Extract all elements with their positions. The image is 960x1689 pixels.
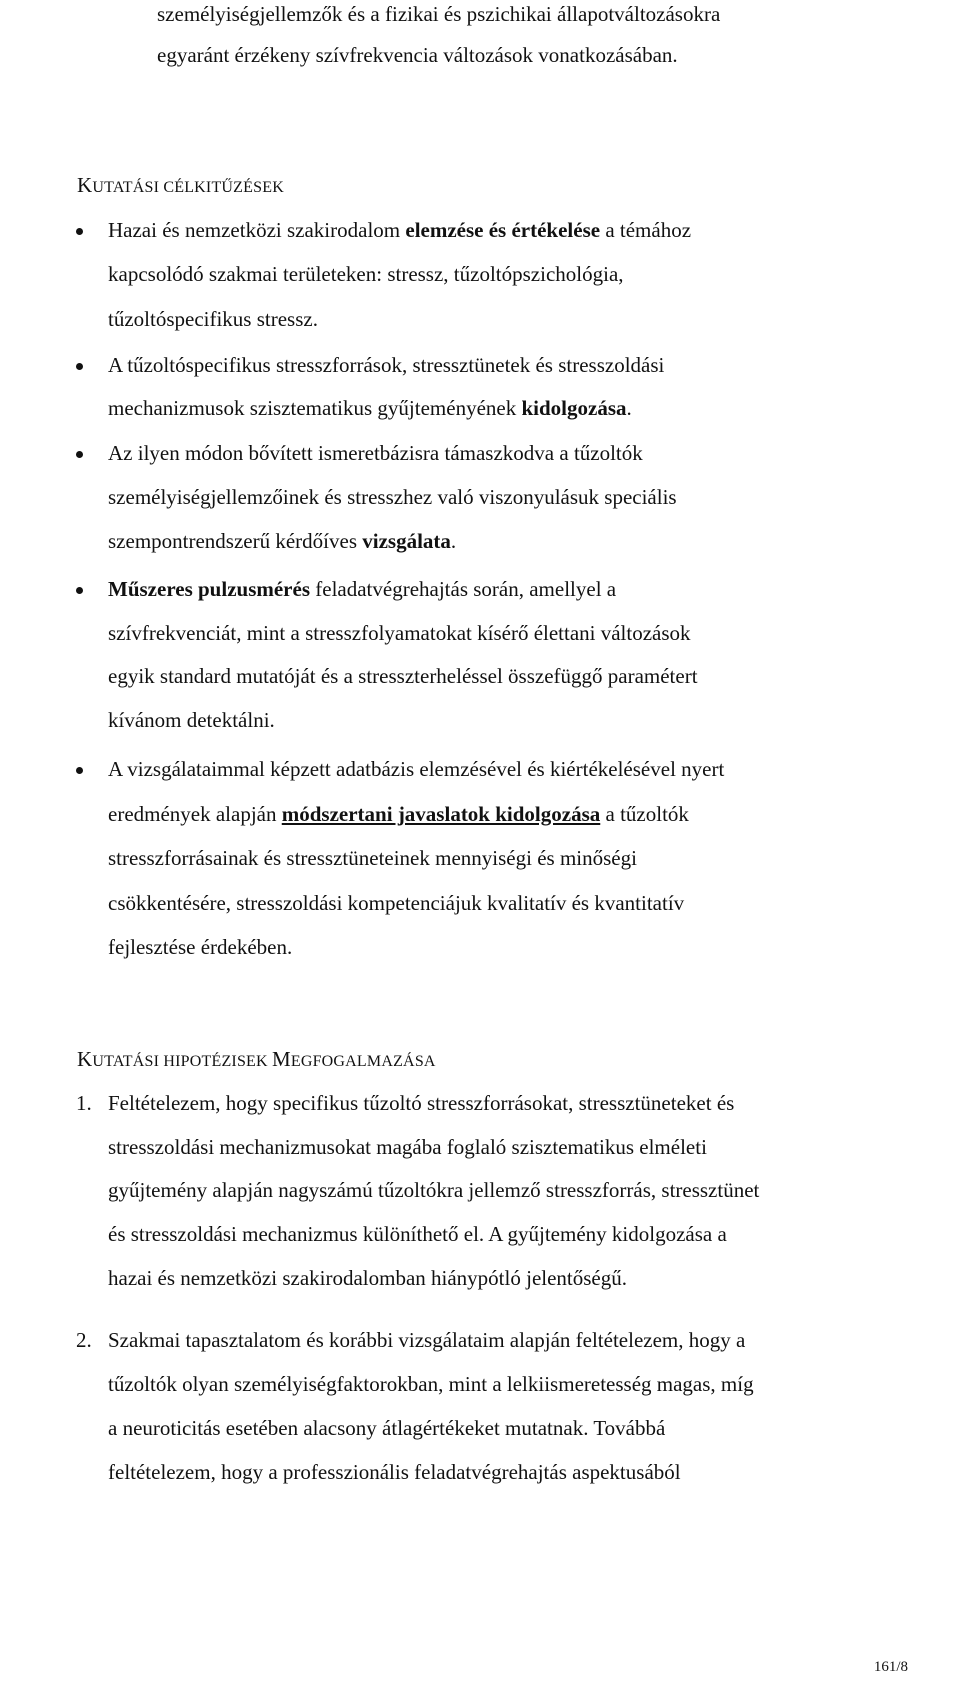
bullet-point [76,767,83,774]
bullet-point [76,228,83,235]
page-number: 161/8 [873,1659,908,1675]
section-heading-hypotheses: KUTATÁSI HIPOTÉZISEK MEGFOGALMAZÁSA [77,1047,436,1071]
bullet-point [76,587,83,594]
bullet-3-line-1: Az ilyen módon bővített ismeretbázisra támaszkodva a tűzoltók [108,441,643,465]
item-1-line-1: Feltételezem, hogy specifikus tűzoltó stresszforrásokat, stressztüneteket és [108,1091,735,1115]
item-1-line-5: hazai és nemzetközi szakirodalomban hiánypótló jelentőségű. [108,1266,627,1290]
intro-line-1: személyiségjellemzők és a fizikai és pszichikai állapotváltozásokra [157,2,721,26]
bullet-3-line-3: szempontrendszerű kérdőíves vizsgálata. [108,529,457,553]
intro-line-2: egyaránt érzékeny szívfrekvencia változások vonatkozásában. [157,43,678,67]
bullet-5-line-3: stresszforrásainak és stressztüneteinek mennyiségi és minőségi [108,846,637,870]
bullet-5-line-4: csökkentésére, stresszoldási kompetenciájuk kvalitatív és kvantitatív [108,891,685,915]
bullet-3-line-2: személyiségjellemzőinek és stresszhez való viszonyulásuk speciális [108,485,677,509]
list-number: 1. [76,1091,92,1115]
item-2-line-4: feltételezem, hogy a professzionális feladatvégrehajtás aspektusából [108,1460,681,1484]
item-2-line-3: a neuroticitás esetében alacsony átlagértékeket mutatnak. Továbbá [108,1416,666,1440]
section-heading-objectives: KUTATÁSI CÉLKITŰZÉSEK [77,173,284,197]
bullet-4-line-2: szívfrekvenciát, mint a stresszfolyamatokat kísérő élettani változások [108,621,691,645]
bullet-1-line-3: tűzoltóspecifikus stressz. [108,307,318,331]
item-2-line-2: tűzoltók olyan személyiségfaktorokban, mint a lelkiismeretesség magas, míg [108,1372,754,1396]
bullet-2-line-1: A tűzoltóspecifikus stresszforrások, stressztünetek és stresszoldási [108,353,665,377]
bullet-1-line-1: Hazai és nemzetközi szakirodalom elemzése és értékelése a témához [108,218,692,242]
bullet-1-line-2: kapcsolódó szakmai területeken: stressz, tűzoltópszichológia, [108,262,624,286]
bullet-5-line-2: eredmények alapján módszertani javaslatok kidolgozása a tűzoltók [108,802,689,826]
bullet-4-line-4: kívánom detektálni. [108,708,275,732]
item-2-line-1: Szakmai tapasztalatom és korábbi vizsgálataim alapján feltételezem, hogy a [108,1328,746,1352]
bullet-5-line-1: A vizsgálataimmal képzett adatbázis elemzésével és kiértékelésével nyert [108,757,725,781]
bullet-5-line-5: fejlesztése érdekében. [108,935,293,959]
bullet-4-line-3: egyik standard mutatóját és a stresszterheléssel összefüggő paramétert [108,664,698,688]
item-1-line-3: gyűjtemény alapján nagyszámú tűzoltókra jellemző stresszforrás, stressztünet [108,1178,760,1202]
bullet-4-line-1: Műszeres pulzusmérés feladatvégrehajtás során, amellyel a [108,577,617,601]
bullet-point [76,363,83,370]
list-number: 2. [76,1328,92,1352]
item-1-line-4: és stresszoldási mechanizmus különíthető el. A gyűjtemény kidolgozása a [108,1222,727,1246]
item-1-line-2: stresszoldási mechanizmusokat magába foglaló szisztematikus elméleti [108,1135,707,1159]
bullet-point [76,451,83,458]
bullet-2-line-2: mechanizmusok szisztematikus gyűjteményének kidolgozása. [108,396,632,420]
